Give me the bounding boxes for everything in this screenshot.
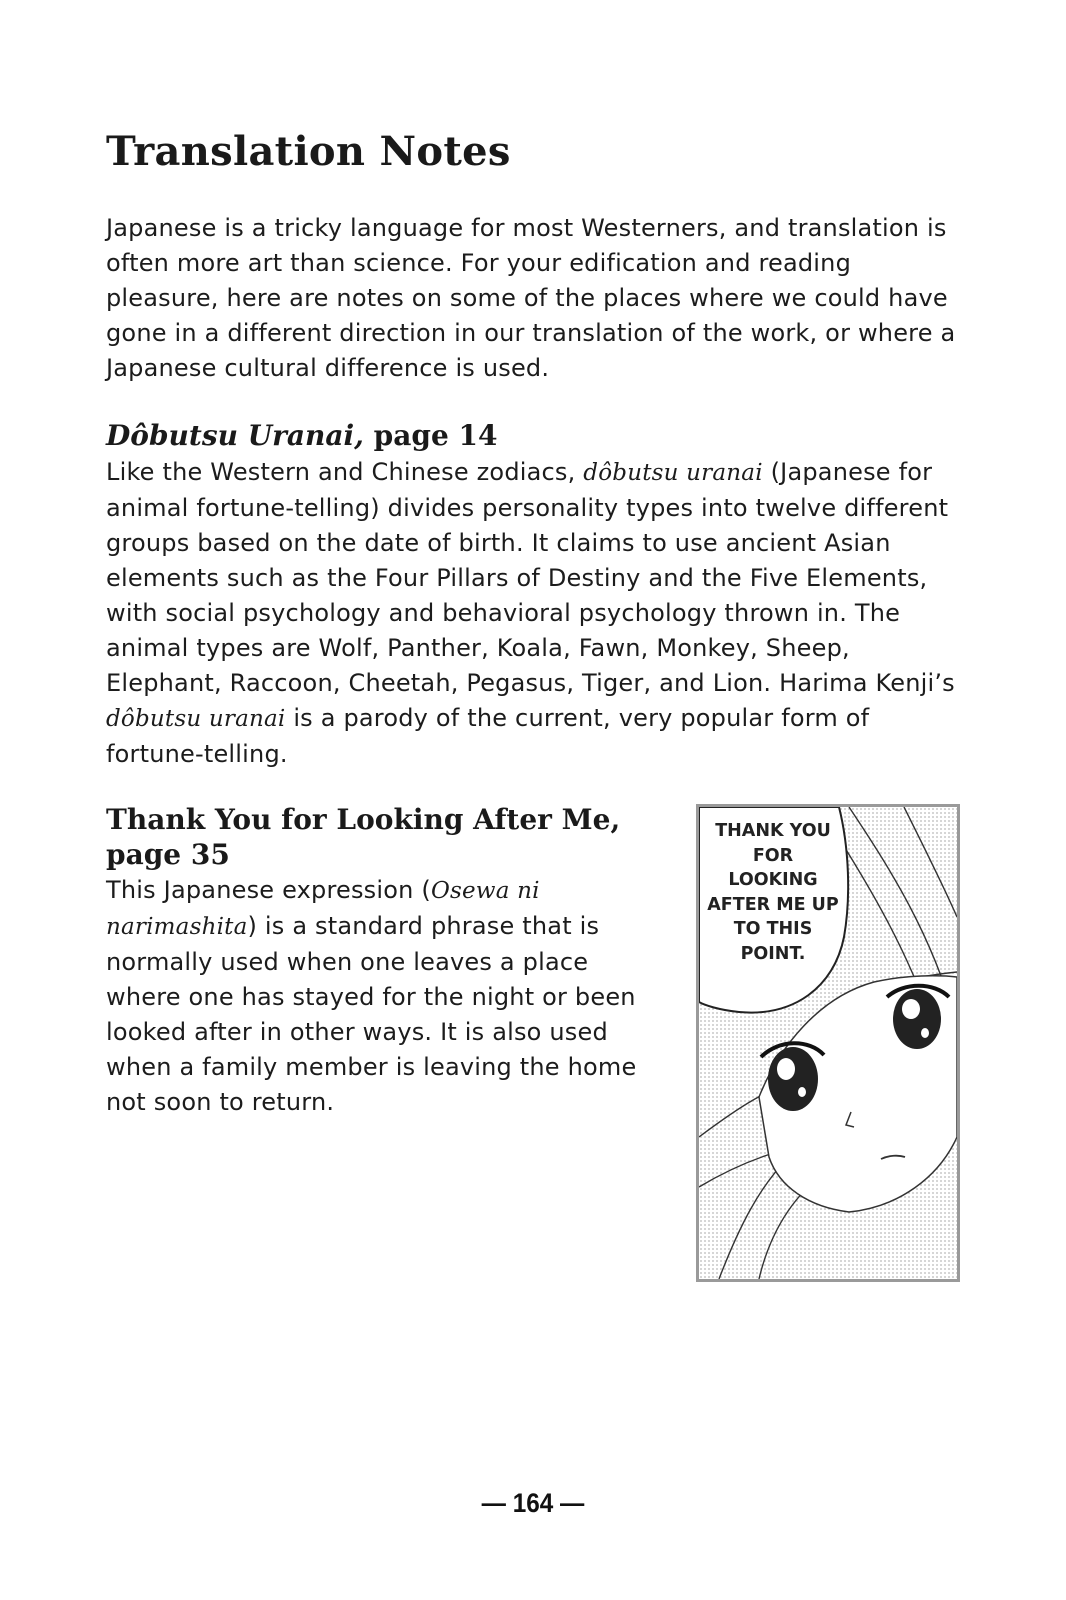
body-text: ) is a standard phrase that is normally used when one leaves a place where one has stayed for the night or been looked after in other ways. It is also used when a family member is leaving the home not soon to return.: [106, 912, 637, 1116]
speech-bubble-text: THANK YOU FOR LOOKING AFTER ME UP TO THIS POINT.: [707, 821, 839, 964]
section-body-dobutsu-uranai: [106, 455, 966, 772]
page-number: — 164 —: [481, 1488, 585, 1518]
body-term: Osewa ni narimashita: [106, 878, 540, 940]
section-heading-dobutsu-uranai: [106, 418, 497, 453]
section-heading-term: Dôbutsu Uranai,: [106, 419, 364, 452]
section-body-thank-you: [106, 873, 666, 1120]
manga-panel-illustration: [696, 804, 960, 1282]
body-term: dôbutsu uranai: [583, 460, 763, 486]
section-heading-page-ref: page 14: [363, 419, 498, 452]
body-text: is a parody of the current, very popular form of fortune-telling.: [106, 704, 870, 768]
body-term: dôbutsu uranai: [106, 706, 286, 732]
body-text: (Japanese for animal fortune-telling) divides personality types into twelve different groups based on the date of birth. It claims to use ancient Asian elements such as the Four Pillars of Destiny and the Five Elements, with social psychology and behavioral psychology thrown in. The animal types are Wolf, Panther, Koala, Fawn, Monkey, Sheep, Elephant, Raccoon, Cheetah, Pegasus, Tiger, and Lion. Harima Kenji’s: [106, 458, 955, 697]
page-title: Translation Notes: [106, 128, 511, 175]
section-heading-thank-you: Thank You for Looking After Me, page 35: [106, 803, 621, 871]
body-text: Like the Western and Chinese zodiacs,: [106, 458, 584, 486]
body-text: This Japanese expression (: [106, 876, 431, 904]
intro-paragraph: Japanese is a tricky language for most Westerners, and translation is often more art than science. For your edification and reading pleasure, here are notes on some of the places where we could have gone in a different direction in our translation of the work, or where a Japanese cultural difference is used.: [106, 214, 956, 382]
